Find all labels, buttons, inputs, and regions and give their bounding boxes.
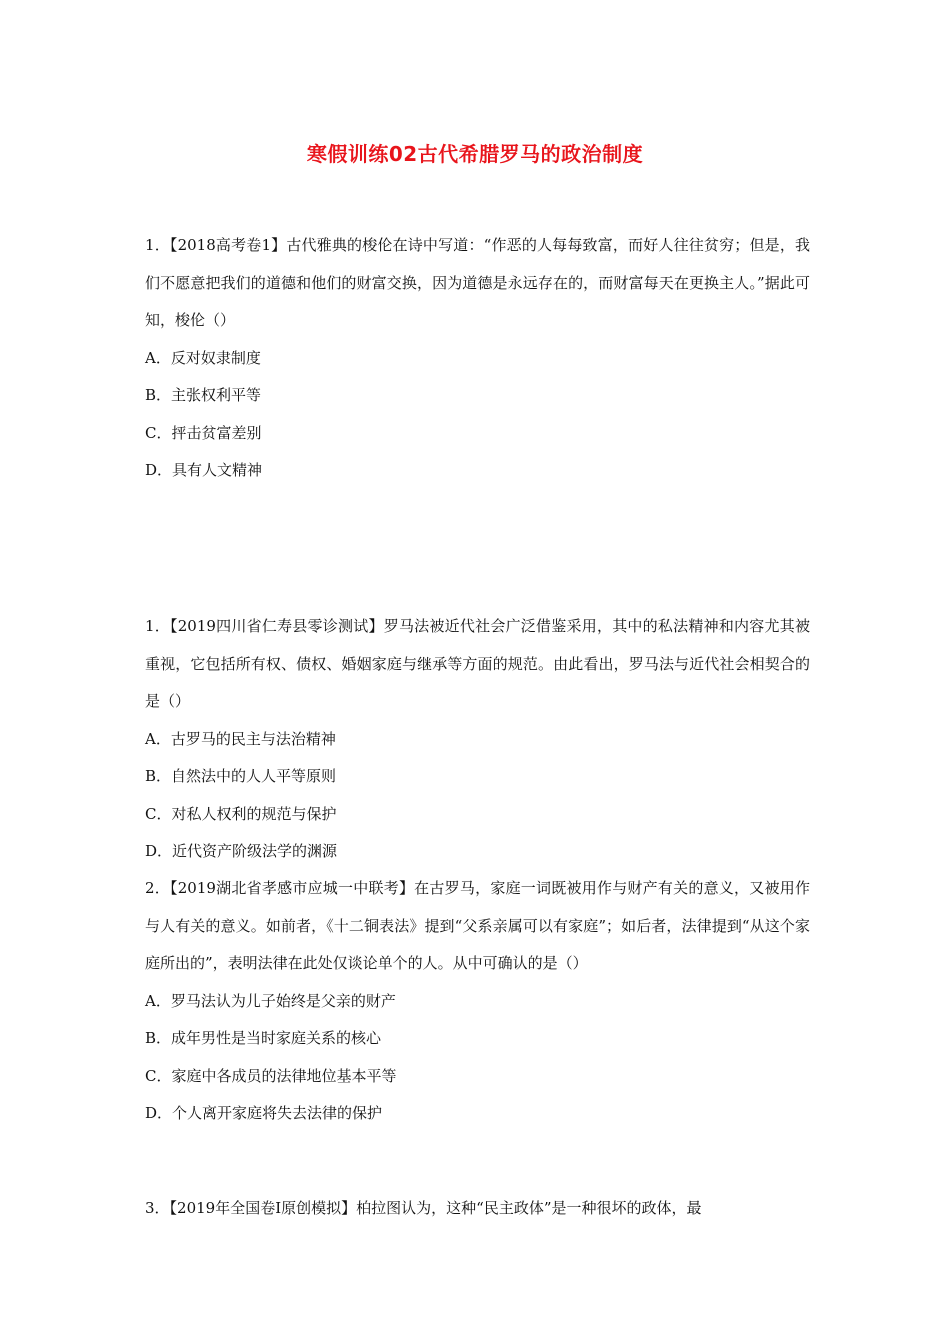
option-a: A．古罗马的民主与法治精神 <box>145 729 336 748</box>
question-stem: 1．【2019四川省仁寿县零诊测试】罗马法被近代社会广泛借鉴采用，其中的私法精神和内容尤其被重视，它包括所有权、债权、婚姻家庭与继承等方面的规范。由此看出，罗马法与近代社会相契合的是（） <box>145 617 810 710</box>
option-a: A．反对奴隶制度 <box>145 348 261 367</box>
question-stem: 2．【2019湖北省孝感市应城一中联考】在古罗马，家庭一词既被用作与财产有关的意义，又被用作与人有关的意义。如前者，《十二铜表法》提到“父系亲属可以有家庭”；如后者，法律提到“从这个家庭所出的”，表明法律在此处仅谈论单个的人。从中可确认的是（） <box>145 879 810 972</box>
option-c: C．家庭中各成员的法律地位基本平等 <box>145 1066 397 1085</box>
option-b: B．自然法中的人人平等原则 <box>145 767 337 785</box>
question-1 <box>145 227 810 490</box>
question-stem: 1．【2018高考卷1】古代雅典的梭伦在诗中写道：“作恶的人每每致富，而好人往往贫穷；但是，我们不愿意把我们的道德和他们的财富交换，因为道德是永远存在的，而财富每天在更换主人。”据此可知，梭伦（） <box>145 236 810 329</box>
option-d: D．近代资产阶级法学的渊源 <box>145 842 338 860</box>
question-3 <box>145 870 810 1133</box>
option-b: B．成年男性是当时家庭关系的核心 <box>145 1029 382 1047</box>
option-c: C．对私人权利的规范与保护 <box>145 804 337 823</box>
question-4 <box>145 1190 810 1228</box>
option-a: A．罗马法认为儿子始终是父亲的财产 <box>145 991 396 1010</box>
option-d: D．具有人文精神 <box>145 461 263 479</box>
option-b: B．主张权利平等 <box>145 386 262 404</box>
option-c: C．抨击贫富差别 <box>145 423 262 442</box>
question-stem: 3．【2019年全国卷Ⅰ原创模拟】柏拉图认为，这种“民主政体”是一种很坏的政体，最 <box>145 1199 702 1217</box>
page-title: 寒假训练02古代希腊罗马的政治制度 <box>306 142 644 166</box>
question-2 <box>145 608 810 871</box>
option-d: D．个人离开家庭将失去法律的保护 <box>145 1104 383 1122</box>
